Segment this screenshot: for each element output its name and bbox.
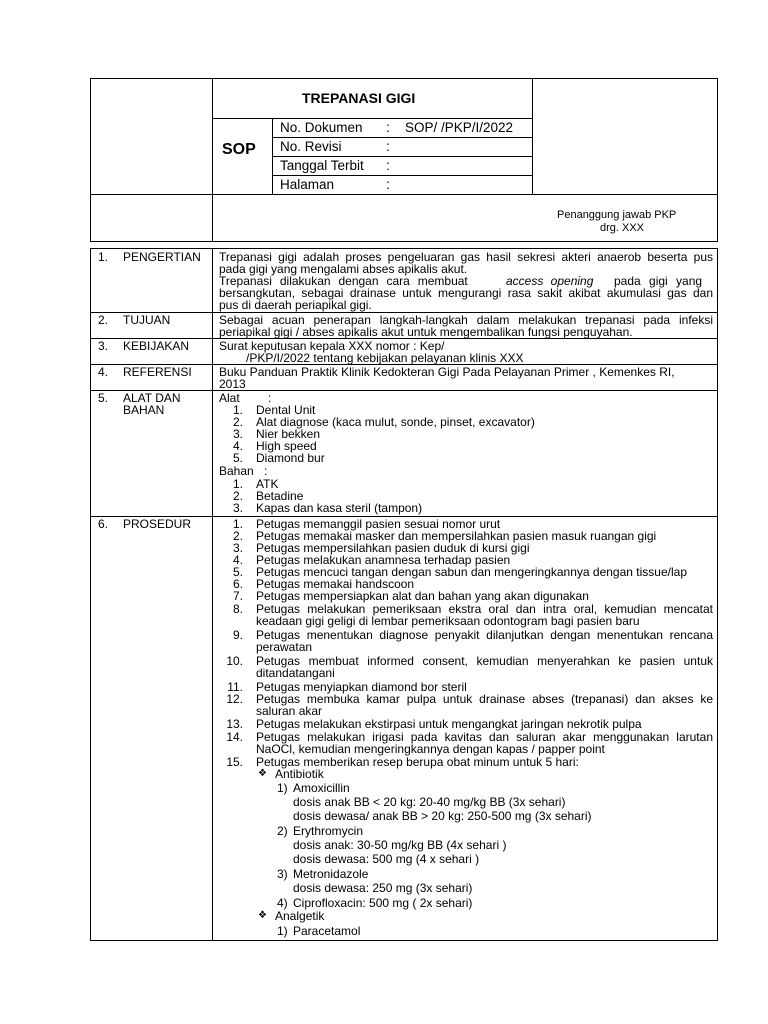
procedure-step-cont: perawatan [256,640,313,654]
header-divider [532,78,533,194]
section-text-line: Trepanasi gigi adalah proses pengeluaran gas hasil sekresi akteri anaerob beserta pus [219,250,713,264]
field-sep: : [386,120,390,135]
alat-sep: : [268,391,272,405]
section-number: 5. [98,391,109,405]
section-label: REFERENSI [123,365,192,379]
header-divider [212,118,532,119]
med-name: Amoxicillin [293,781,350,795]
med-dose: dosis anak: 30-50 mg/kg BB (4x sehari ) [293,838,507,852]
med-name: Metronidazole [293,867,369,881]
med-number: 1) [277,781,288,795]
section-label: ALAT DAN [123,391,181,405]
section-text-line: pada gigi yang [614,274,703,288]
field-label: No. Dokumen [280,120,363,135]
header-divider [272,137,532,138]
field-sep: : [386,177,390,192]
diamond-bullet-icon: ❖ [258,768,267,779]
section-text-line: 2013 [219,377,246,391]
section-label: TUJUAN [123,313,171,327]
section-number: 4. [98,365,109,379]
procedure-step-cont: saluran akar [256,704,323,718]
procedure-step-cont: keadaan gigi geligi di lembar pemeriksaan odontogram bagi pasien baru [256,614,640,628]
section-label: BAHAN [123,403,165,417]
section-text-line: Trepanasi dilakukan dengan cara membuat [219,274,468,288]
med-number: 1) [277,924,288,938]
med-name: Erythromycin [293,824,364,838]
analgetik-heading: Analgetik [275,909,325,923]
drg-name: drg. XXX [600,222,645,234]
header-divider [272,175,532,176]
section-text-line: Sebagai acuan penerapan langkah-langkah dalam melakukan trepanasi pada infeksi [219,313,713,327]
section-label: PROSEDUR [123,517,192,531]
section-number: 1. [98,250,109,264]
diamond-bullet-icon: ❖ [258,910,267,921]
bahan-label: Bahan [219,464,254,478]
header-divider [90,194,718,195]
section-label: KEBIJAKAN [123,339,190,353]
med-dose: dosis dewasa: 500 mg (4 x sehari ) [293,852,480,866]
section-text-line: pada gigi yang mengalami abses apikalis akut. [219,262,468,276]
field-value: SOP/ /PKP/I/2022 [405,120,514,135]
section-text-line: bersangkutan, sebagai drainase untuk mengurangi rasa sakit akibat akumulasi gas dan [219,286,713,300]
field-label: No. Revisi [280,139,342,154]
bahan-sep: : [264,464,268,478]
section-text-line: periapikal gigi / abses apikalis akut untuk mengembalikan fungsi penguyahan. [219,325,633,339]
antibiotik-heading: Antibiotik [275,767,324,781]
procedure-step-cont: ditandatangani [256,666,335,680]
field-label: Halaman [280,177,335,192]
field-label: Tanggal Terbit [280,158,364,173]
document-title: TREPANASI GIGI [302,90,416,106]
med-dose: dosis anak BB < 20 kg: 20-40 mg/kg BB (3x sehari) [293,795,566,809]
med-dose: dosis dewasa: 250 mg (3x sehari) [293,881,473,895]
med-name: Ciprofloxacin: 500 mg ( 2x sehari) [293,896,473,910]
row-divider [90,390,718,391]
med-number: 3) [277,867,288,881]
procedure-step-cont: NaOCl, kemudian mengeringkannya dengan kapas / papper point [256,742,605,756]
sop-label: SOP [222,141,256,158]
med-dose: dosis dewasa/ anak BB > 20 kg: 250-500 mg (3x sehari) [293,809,592,823]
section-label: PENGERTIAN [123,250,201,264]
alat-label: Alat [219,391,240,405]
section-number: 2. [98,313,109,327]
header-divider [272,156,532,157]
field-sep: : [386,158,390,173]
section-text-italic: access opening [506,274,594,288]
med-number: 4) [277,896,288,910]
med-name: Paracetamol [293,924,361,938]
body-column-divider [212,248,213,941]
section-text-line: Buku Panduan Praktik Klinik Kedokteran Gigi Pada Pelayanan Primer , Kemenkes RI, [219,365,675,379]
field-sep: : [386,139,390,154]
penanggung-jawab: Penanggung jawab PKP [557,209,677,221]
header-divider [212,78,213,242]
med-number: 2) [277,824,288,838]
section-text-line: Surat keputusan kepala XXX nomor : Kep/ [219,339,445,353]
section-text-line: pus di daerah periapikal gigi. [219,298,372,312]
section-number: 3. [98,339,109,353]
section-number: 6. [98,517,109,531]
section-text-line: /PKP/I/2022 tentang kebijakan pelayanan klinis XXX [246,351,524,365]
